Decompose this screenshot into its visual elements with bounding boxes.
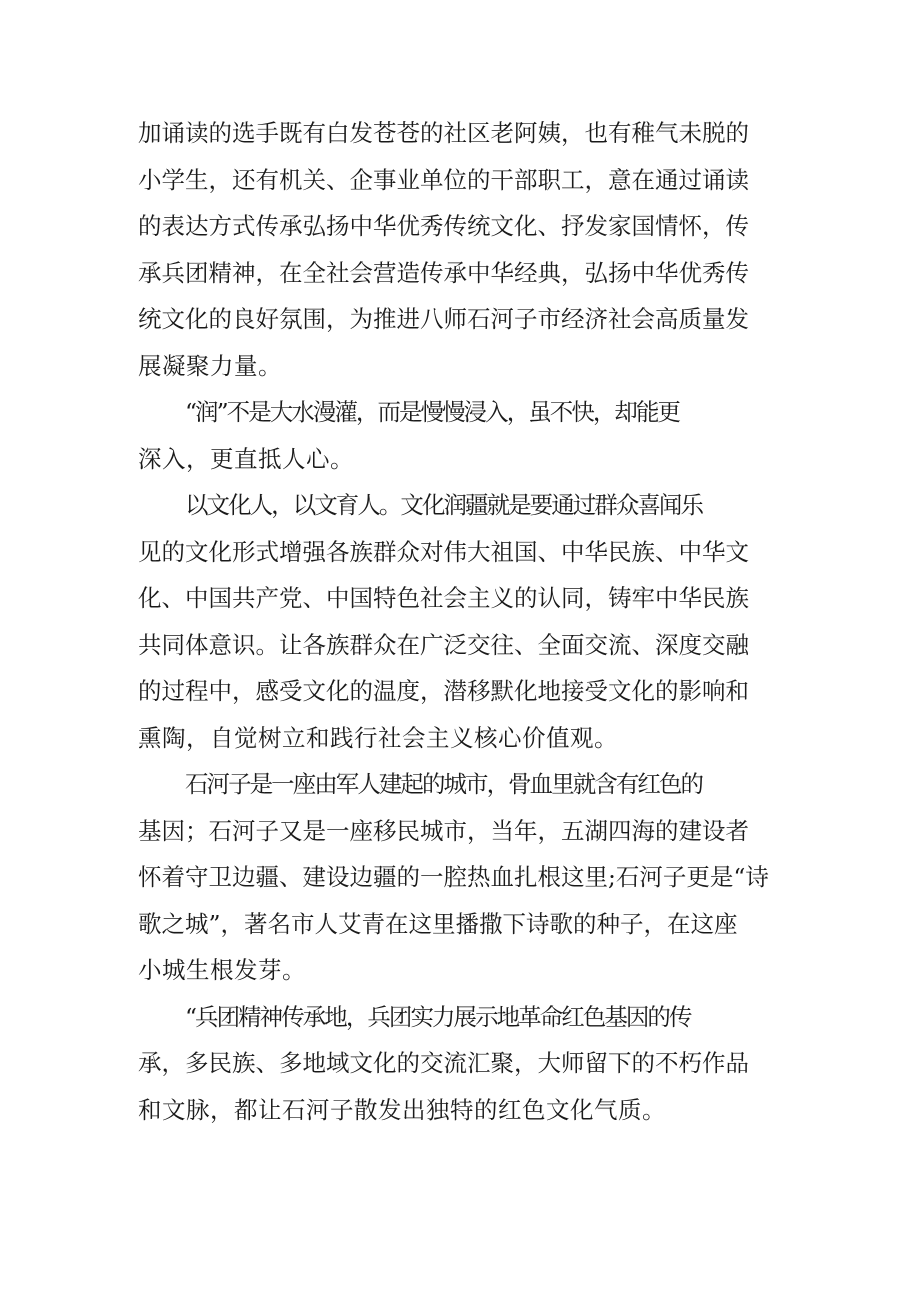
paragraph bbox=[138, 110, 790, 389]
text-line: 小城生根发芽。 bbox=[138, 956, 306, 984]
text-line: 怀着守卫边疆、建设边疆的一腔热血扎根这里;石河子更是“诗 bbox=[138, 863, 769, 891]
document-body bbox=[138, 110, 790, 1133]
text-line: 小学生，还有机关、企事业单位的干部职工，意在通过诵读 bbox=[138, 165, 749, 194]
text-line: 化、中国共产党、中国特色社会主义的认同，铸牢中华民族 bbox=[138, 584, 749, 612]
text-line: 统文化的良好氛围，为推进八师石河子市经济社会高质量发 bbox=[138, 305, 749, 333]
paragraph bbox=[138, 761, 790, 994]
text-line: 熏陶，自觉树立和践行社会主义核心价值观。 bbox=[138, 723, 618, 752]
text-line: 承兵团精神，在全社会营造传承中华经典，弘扬中华优秀传 bbox=[138, 258, 749, 287]
text-line: 基因；石河子又是一座移民城市，当年，五湖四海的建设者 bbox=[138, 816, 749, 845]
text-line: 的表达方式传承弘扬中华优秀传统文化、抒发家国情怀，传 bbox=[138, 212, 749, 240]
text-line: 和文脉，都让石河子散发出独特的红色文化气质。 bbox=[138, 1095, 666, 1124]
paragraph bbox=[138, 482, 790, 761]
text-line: 以文化人，以文育人。文化润疆就是要通过群众喜闻乐 bbox=[185, 491, 703, 519]
text-line: 承，多民族、多地域文化的交流汇聚，大师留下的不朽作品 bbox=[138, 1049, 749, 1077]
text-line: 的过程中，感受文化的温度，潜移默化地接受文化的影响和 bbox=[138, 677, 749, 705]
text-line: 石河子是一座由军人建起的城市，骨血里就含有红色的 bbox=[185, 770, 703, 798]
text-line: 深入，更直抵人心。 bbox=[138, 444, 354, 473]
text-line: 歌之城”，著名市人艾青在这里播撒下诗歌的种子，在这座 bbox=[138, 909, 738, 938]
text-line: “兵团精神传承地，兵团实力展示地革命红色基因的传 bbox=[185, 1002, 691, 1031]
text-line: 见的文化形式增强各族群众对伟大祖国、中华民族、中华文 bbox=[138, 537, 749, 566]
text-line: “润”不是大水漫灌，而是慢慢浸入，虽不快，却能更 bbox=[185, 398, 680, 426]
text-line: 展凝聚力量。 bbox=[138, 351, 282, 380]
text-line: 加诵读的选手既有白发苍苍的社区老阿姨，也有稚气未脱的 bbox=[138, 119, 749, 147]
paragraph bbox=[138, 994, 790, 1134]
text-line: 共同体意识。让各族群众在广泛交往、全面交流、深度交融 bbox=[138, 630, 749, 659]
paragraph bbox=[138, 389, 790, 482]
